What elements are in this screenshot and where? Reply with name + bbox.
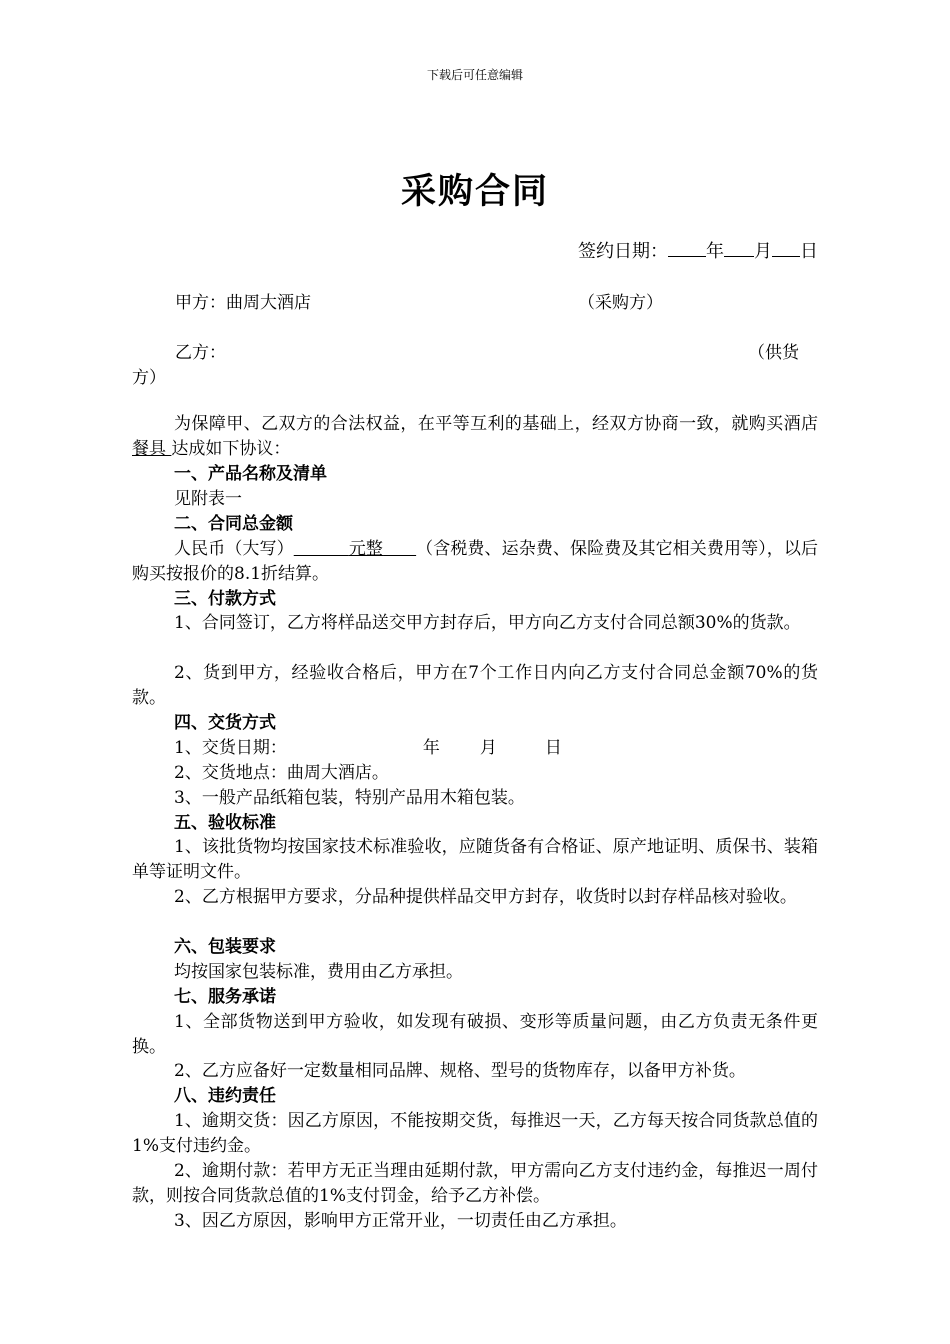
section-3-p1: 1、合同签订，乙方将样品送交甲方封存后，甲方向乙方支付合同总额30%的货款。	[174, 613, 801, 633]
month-label: 月	[754, 241, 772, 262]
amount-field	[294, 539, 416, 559]
section-1-title: 一、产品名称及清单	[174, 464, 327, 484]
section-7-p1: 1、全部货物送到甲方验收，如发现有破损、变形等质量问题，由乙方负责无条件更换。	[132, 1012, 818, 1057]
delivery-month: 月	[479, 738, 497, 758]
party-b: 乙方：	[175, 343, 226, 363]
section-4-p3: 3、一般产品纸箱包装，特别产品用木箱包装。	[174, 788, 525, 808]
section-4-title: 四、交货方式	[174, 713, 276, 733]
intro-paragraph	[132, 412, 818, 462]
amount-value: 元整	[348, 539, 384, 559]
intro-text-end: 达成如下协议：	[171, 439, 291, 459]
section-8-title: 八、违约责任	[174, 1086, 276, 1106]
month-blank	[724, 238, 754, 257]
amount-note: （含税费、运杂费、保险费及其它相关费用等），以后购买按报价的8.1折结算。	[132, 539, 819, 584]
delivery-day: 日	[544, 738, 562, 758]
section-7-title: 七、服务承诺	[174, 987, 276, 1007]
document-title: 采购合同	[400, 171, 549, 212]
year-blank	[668, 238, 706, 257]
section-7-p2: 2、乙方应备好一定数量相同品牌、规格、型号的货物库存，以备甲方补货。	[174, 1061, 746, 1081]
party-a: 甲方：曲周大酒店	[175, 293, 311, 313]
section-6-title: 六、包装要求	[174, 937, 276, 957]
sign-date-label: 签约日期：	[578, 241, 668, 262]
section-8-p1: 1、逾期交货：因乙方原因，不能按期交货，每推迟一天，乙方每天按合同货款总值的1%支付违约金。	[132, 1111, 818, 1156]
section-3-title: 三、付款方式	[174, 589, 276, 609]
year-label: 年	[706, 241, 724, 262]
section-8-p2: 2、逾期付款：若甲方无正当理由延期付款，甲方需向乙方支付违约金，每推迟一周付款，则按合同货款总值的1%支付罚金，给予乙方补偿。	[132, 1161, 818, 1206]
intro-text: 为保障甲、乙双方的合法权益，在平等互利的基础上，经双方协商一致，就购买酒店	[174, 414, 818, 434]
day-label: 日	[800, 241, 818, 262]
amount-label: 人民币（大写）	[174, 539, 294, 559]
section-5-p1: 1、该批货物均按国家技术标准验收，应随货备有合格证、原产地证明、质保书、装箱单等证明文件。	[132, 837, 818, 882]
intro-item: 餐具	[132, 439, 172, 459]
party-a-role: （采购方）	[578, 293, 663, 313]
delivery-date-label: 1、交货日期：	[174, 738, 287, 758]
sign-date	[578, 237, 818, 263]
section-2-paragraph	[132, 537, 818, 587]
section-5-title: 五、验收标准	[174, 813, 276, 833]
party-b-role-2: 方）	[132, 368, 166, 388]
section-4-p1	[132, 736, 860, 761]
section-4-p2: 2、交货地点：曲周大酒店。	[174, 763, 389, 783]
section-8-p3: 3、因乙方原因，影响甲方正常开业，一切责任由乙方承担。	[174, 1211, 627, 1231]
party-b-role-1: （供货	[748, 343, 799, 363]
section-1-line: 见附表一	[174, 489, 242, 509]
section-3-p2: 2、货到甲方，经验收合格后，甲方在7个工作日内向乙方支付合同总金额70%的货款。	[132, 663, 818, 708]
section-6-p1: 均按国家包装标准，费用由乙方承担。	[174, 962, 463, 982]
section-5-p2: 2、乙方根据甲方要求，分品种提供样品交甲方封存，收货时以封存样品核对验收。	[174, 887, 797, 907]
delivery-year: 年	[422, 738, 440, 758]
header-note: 下载后可任意编辑	[426, 68, 523, 82]
day-blank	[772, 238, 800, 257]
section-2-title: 二、合同总金额	[174, 514, 293, 534]
